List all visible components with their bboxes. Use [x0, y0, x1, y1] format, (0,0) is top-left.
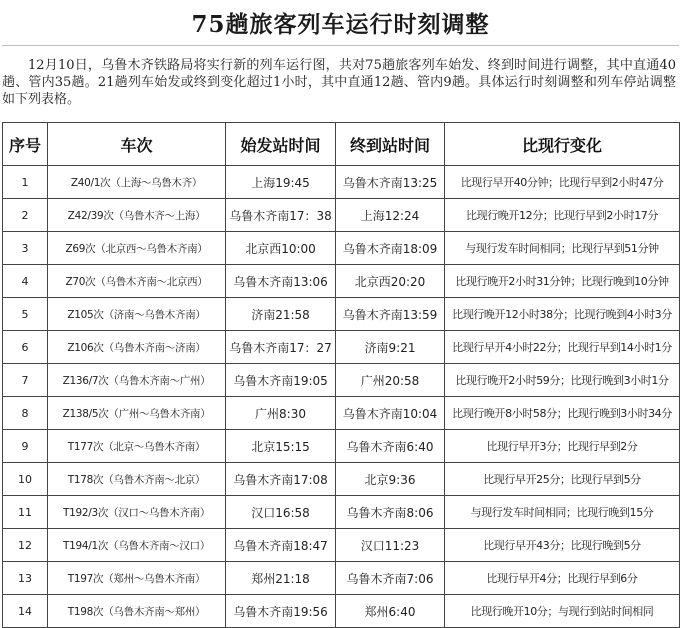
cell-seq: 9 [3, 430, 48, 463]
cell-train: Z138/5次（广州～乌鲁木齐南） [48, 397, 226, 430]
cell-departure: 乌鲁木齐南19:56 [226, 595, 336, 628]
cell-train: T178次（乌鲁木齐南～北京） [48, 463, 226, 496]
table-row [3, 298, 680, 331]
cell-train: Z136/7次（乌鲁木齐南～广州） [48, 364, 226, 397]
cell-arrival: 乌鲁木齐南13:59 [336, 298, 445, 331]
cell-seq: 12 [3, 529, 48, 562]
cell-change: 比现行晚开2小时59分；比现行晚到3小时1分 [445, 364, 680, 397]
cell-arrival: 乌鲁木齐南8:06 [336, 496, 445, 529]
cell-arrival: 乌鲁木齐南10:04 [336, 397, 445, 430]
cell-change: 比现行晚开2小时31分钟；比现行晚到10分钟 [445, 265, 680, 298]
cell-train: Z105次（济南～乌鲁木齐南） [48, 298, 226, 331]
cell-change: 比现行晚开10分；与现行到站时间相同 [445, 595, 680, 628]
cell-departure: 乌鲁木齐南17：38 [226, 199, 336, 232]
table-row [3, 562, 680, 595]
cell-train: T177次（北京～乌鲁木齐南） [48, 430, 226, 463]
cell-train: T197次（郑州～乌鲁木齐南） [48, 562, 226, 595]
cell-arrival: 北京9:36 [336, 463, 445, 496]
cell-change: 比现行早开4分；比现行早到6分 [445, 562, 680, 595]
cell-departure: 乌鲁木齐南13:06 [226, 265, 336, 298]
cell-arrival: 济南9:21 [336, 331, 445, 364]
cell-departure: 上海19:45 [226, 166, 336, 199]
cell-train: T198次（乌鲁木齐南～郑州） [48, 595, 226, 628]
cell-change: 与现行发车时间相同；比现行早到51分钟 [445, 232, 680, 265]
cell-change: 比现行早开25分；比现行早到5分 [445, 463, 680, 496]
table-row [3, 397, 680, 430]
cell-seq: 1 [3, 166, 48, 199]
table-row [3, 166, 680, 199]
cell-departure: 乌鲁木齐南17：27 [226, 331, 336, 364]
cell-seq: 10 [3, 463, 48, 496]
cell-arrival: 乌鲁木齐南18:09 [336, 232, 445, 265]
cell-train: Z69次（北京西～乌鲁木齐南） [48, 232, 226, 265]
cell-change: 比现行早开43分；比现行晚到5分 [445, 529, 680, 562]
cell-change: 比现行早开40分钟；比现行早到2小时47分 [445, 166, 680, 199]
cell-arrival: 郑州6:40 [336, 595, 445, 628]
cell-seq: 7 [3, 364, 48, 397]
header-seq: 序号 [3, 123, 48, 166]
table-header-row [3, 123, 680, 166]
header-arrival: 终到站时间 [336, 123, 445, 166]
cell-change: 比现行晚开12小时38分；比现行晚到4小时3分 [445, 298, 680, 331]
table-row [3, 463, 680, 496]
cell-arrival: 乌鲁木齐南13:25 [336, 166, 445, 199]
cell-seq: 3 [3, 232, 48, 265]
cell-seq: 11 [3, 496, 48, 529]
table-row [3, 595, 680, 628]
cell-train: Z42/39次（乌鲁木齐～上海） [48, 199, 226, 232]
header-departure: 始发站时间 [226, 123, 336, 166]
title-divider [2, 45, 679, 46]
header-train: 车次 [48, 123, 226, 166]
intro-paragraph: 12月10日，乌鲁木齐铁路局将实行新的列车运行图，共对75趟旅客列车始发、终到时间进行调整，其中直通40趟、管内35趟。21趟列车始发或终到变化超过1小时，其中直通12趟、管内9趟。具体运行时刻调整和列车停站调整如下列表格。 [2, 58, 676, 107]
cell-seq: 5 [3, 298, 48, 331]
cell-arrival: 广州20:58 [336, 364, 445, 397]
cell-seq: 8 [3, 397, 48, 430]
cell-train: Z40/1次（上海～乌鲁木齐） [48, 166, 226, 199]
cell-arrival: 汉口11:23 [336, 529, 445, 562]
cell-change: 比现行晚开8小时58分；比现行晚到3小时34分 [445, 397, 680, 430]
cell-departure: 汉口16:58 [226, 496, 336, 529]
cell-train: T192/3次（汉口～乌鲁木齐南） [48, 496, 226, 529]
table-row [3, 232, 680, 265]
cell-departure: 济南21:58 [226, 298, 336, 331]
cell-seq: 4 [3, 265, 48, 298]
cell-departure: 乌鲁木齐南18:47 [226, 529, 336, 562]
cell-train: T194/1次（乌鲁木齐南～汉口） [48, 529, 226, 562]
table-row [3, 199, 680, 232]
header-change: 比现行变化 [445, 123, 680, 166]
cell-departure: 郑州21:18 [226, 562, 336, 595]
cell-departure: 乌鲁木齐南17:08 [226, 463, 336, 496]
cell-seq: 13 [3, 562, 48, 595]
cell-departure: 乌鲁木齐南19:05 [226, 364, 336, 397]
table-row [3, 430, 680, 463]
cell-departure: 北京15:15 [226, 430, 336, 463]
cell-change: 比现行早开3分；比现行早到2分 [445, 430, 680, 463]
table-row [3, 364, 680, 397]
cell-arrival: 上海12:24 [336, 199, 445, 232]
timetable [2, 122, 680, 628]
cell-arrival: 北京西20:20 [336, 265, 445, 298]
cell-train: Z106次（乌鲁木齐南～济南） [48, 331, 226, 364]
cell-arrival: 乌鲁木齐南7:06 [336, 562, 445, 595]
cell-train: Z70次（乌鲁木齐南～北京西） [48, 265, 226, 298]
cell-departure: 广州8:30 [226, 397, 336, 430]
cell-change: 比现行晚开12分；比现行早到2小时17分 [445, 199, 680, 232]
table-row [3, 331, 680, 364]
cell-change: 与现行发车时间相同；比现行晚到15分 [445, 496, 680, 529]
cell-seq: 6 [3, 331, 48, 364]
cell-seq: 2 [3, 199, 48, 232]
cell-change: 比现行早开4小时22分；比现行早到14小时1分 [445, 331, 680, 364]
cell-seq: 14 [3, 595, 48, 628]
cell-arrival: 乌鲁木齐南6:40 [336, 430, 445, 463]
cell-departure: 北京西10:00 [226, 232, 336, 265]
table-row [3, 496, 680, 529]
page-title: 75趟旅客列车运行时刻调整 [191, 11, 490, 38]
table-row [3, 529, 680, 562]
table-body [3, 166, 680, 628]
table-row [3, 265, 680, 298]
